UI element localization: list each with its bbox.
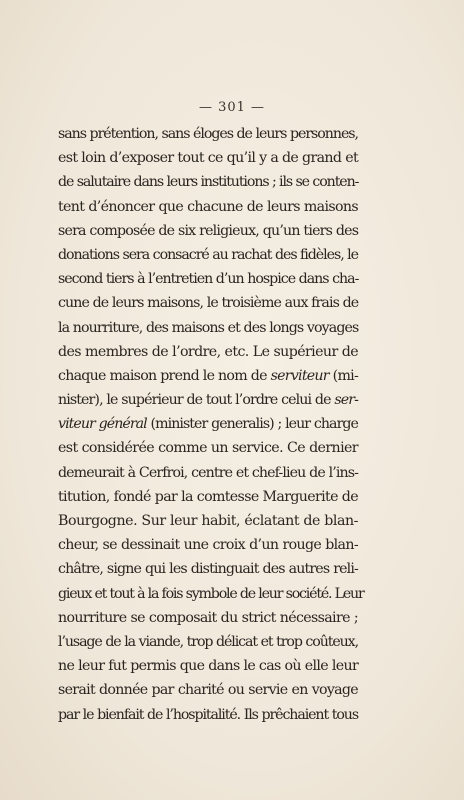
page-number: — 301 — xyxy=(198,100,266,115)
text-run: sera composée de six religieux, qu’un tiers des xyxy=(58,222,359,239)
text-run: titution, fondé par la comtesse Marguerite de xyxy=(58,488,358,505)
text-run: Bourgogne. Sur leur habit, éclatant de blan- xyxy=(58,513,358,529)
text-run: gieux et tout à la fois symbole de leur société. Leur xyxy=(58,585,364,602)
text-line xyxy=(58,122,358,146)
text-run: est considérée comme un service. Ce dernier xyxy=(58,440,358,457)
text-run: sans prétention, sans éloges de leurs personnes, xyxy=(58,126,358,142)
text-run: châtre, signe qui les distinguait des autres reli- xyxy=(58,561,358,578)
text-line xyxy=(58,485,358,509)
text-line xyxy=(58,388,358,412)
text-line xyxy=(58,582,364,606)
text-run: cheur, se dessinait une croix d’un rouge blan- xyxy=(58,537,358,554)
text-line xyxy=(58,364,358,388)
text-line xyxy=(58,267,358,291)
text-line xyxy=(58,654,358,678)
text-line xyxy=(58,533,358,557)
text-run: l’usage de la viande, trop délicat et trop coûteux, xyxy=(58,633,358,650)
text-line xyxy=(58,146,358,170)
text-line xyxy=(58,630,358,654)
text-run: chaque maison prend le nom de xyxy=(58,367,271,384)
text-line xyxy=(58,436,358,460)
text-run: second tiers à l’entretien d’un hospice dans cha- xyxy=(58,271,359,288)
text-line xyxy=(58,219,358,243)
italic-run: viteur général xyxy=(58,416,147,433)
text-run: serait donnée par charité ou servie en voyage xyxy=(58,682,358,699)
text-line xyxy=(58,316,358,340)
text-run: nourriture se composait du strict nécessaire ; xyxy=(58,609,358,626)
text-line xyxy=(58,678,358,702)
text-line xyxy=(58,461,358,485)
text-run: des membres de l’ordre, etc. Le supérieur de xyxy=(58,343,358,360)
text-run: par le bienfait de l’hospitalité. Ils prêchaient tous xyxy=(58,706,358,723)
text-line xyxy=(58,291,358,315)
text-run: la nourriture, des maisons et des longs voyages xyxy=(58,319,359,336)
text-line xyxy=(58,195,358,219)
italic-run: serviteur xyxy=(270,367,329,384)
text-run: demeurait à Cerfroi, centre et chef-lieu de l’ins- xyxy=(58,464,358,481)
text-line xyxy=(58,703,358,727)
text-run: ne leur fut permis que dans le cas où elle leur xyxy=(58,658,359,675)
text-run: nister), le supérieur de tout l’ordre celui de xyxy=(58,392,335,409)
text-line xyxy=(58,557,358,581)
body-text xyxy=(58,122,364,727)
text-run: de salutaire dans leurs institutions ; ils se conten- xyxy=(58,174,359,191)
text-line xyxy=(58,170,358,194)
text-line xyxy=(58,412,358,436)
text-run: cune de leurs maisons, le troisième aux frais de xyxy=(58,295,359,312)
text-run: donations sera consacré au rachat des fidèles, le xyxy=(58,246,358,263)
text-line xyxy=(58,340,358,364)
text-run: tent d’énoncer que chacune de leurs maisons xyxy=(58,198,358,215)
text-run: (mi- xyxy=(328,367,358,384)
text-line xyxy=(58,509,358,533)
text-run: est loin d’exposer tout ce qu’il y a de grand et xyxy=(58,150,358,167)
text-run: (minister generalis) ; leur charge xyxy=(146,416,358,433)
text-line xyxy=(58,243,358,267)
italic-run: ser- xyxy=(334,392,358,409)
text-line xyxy=(58,606,358,630)
